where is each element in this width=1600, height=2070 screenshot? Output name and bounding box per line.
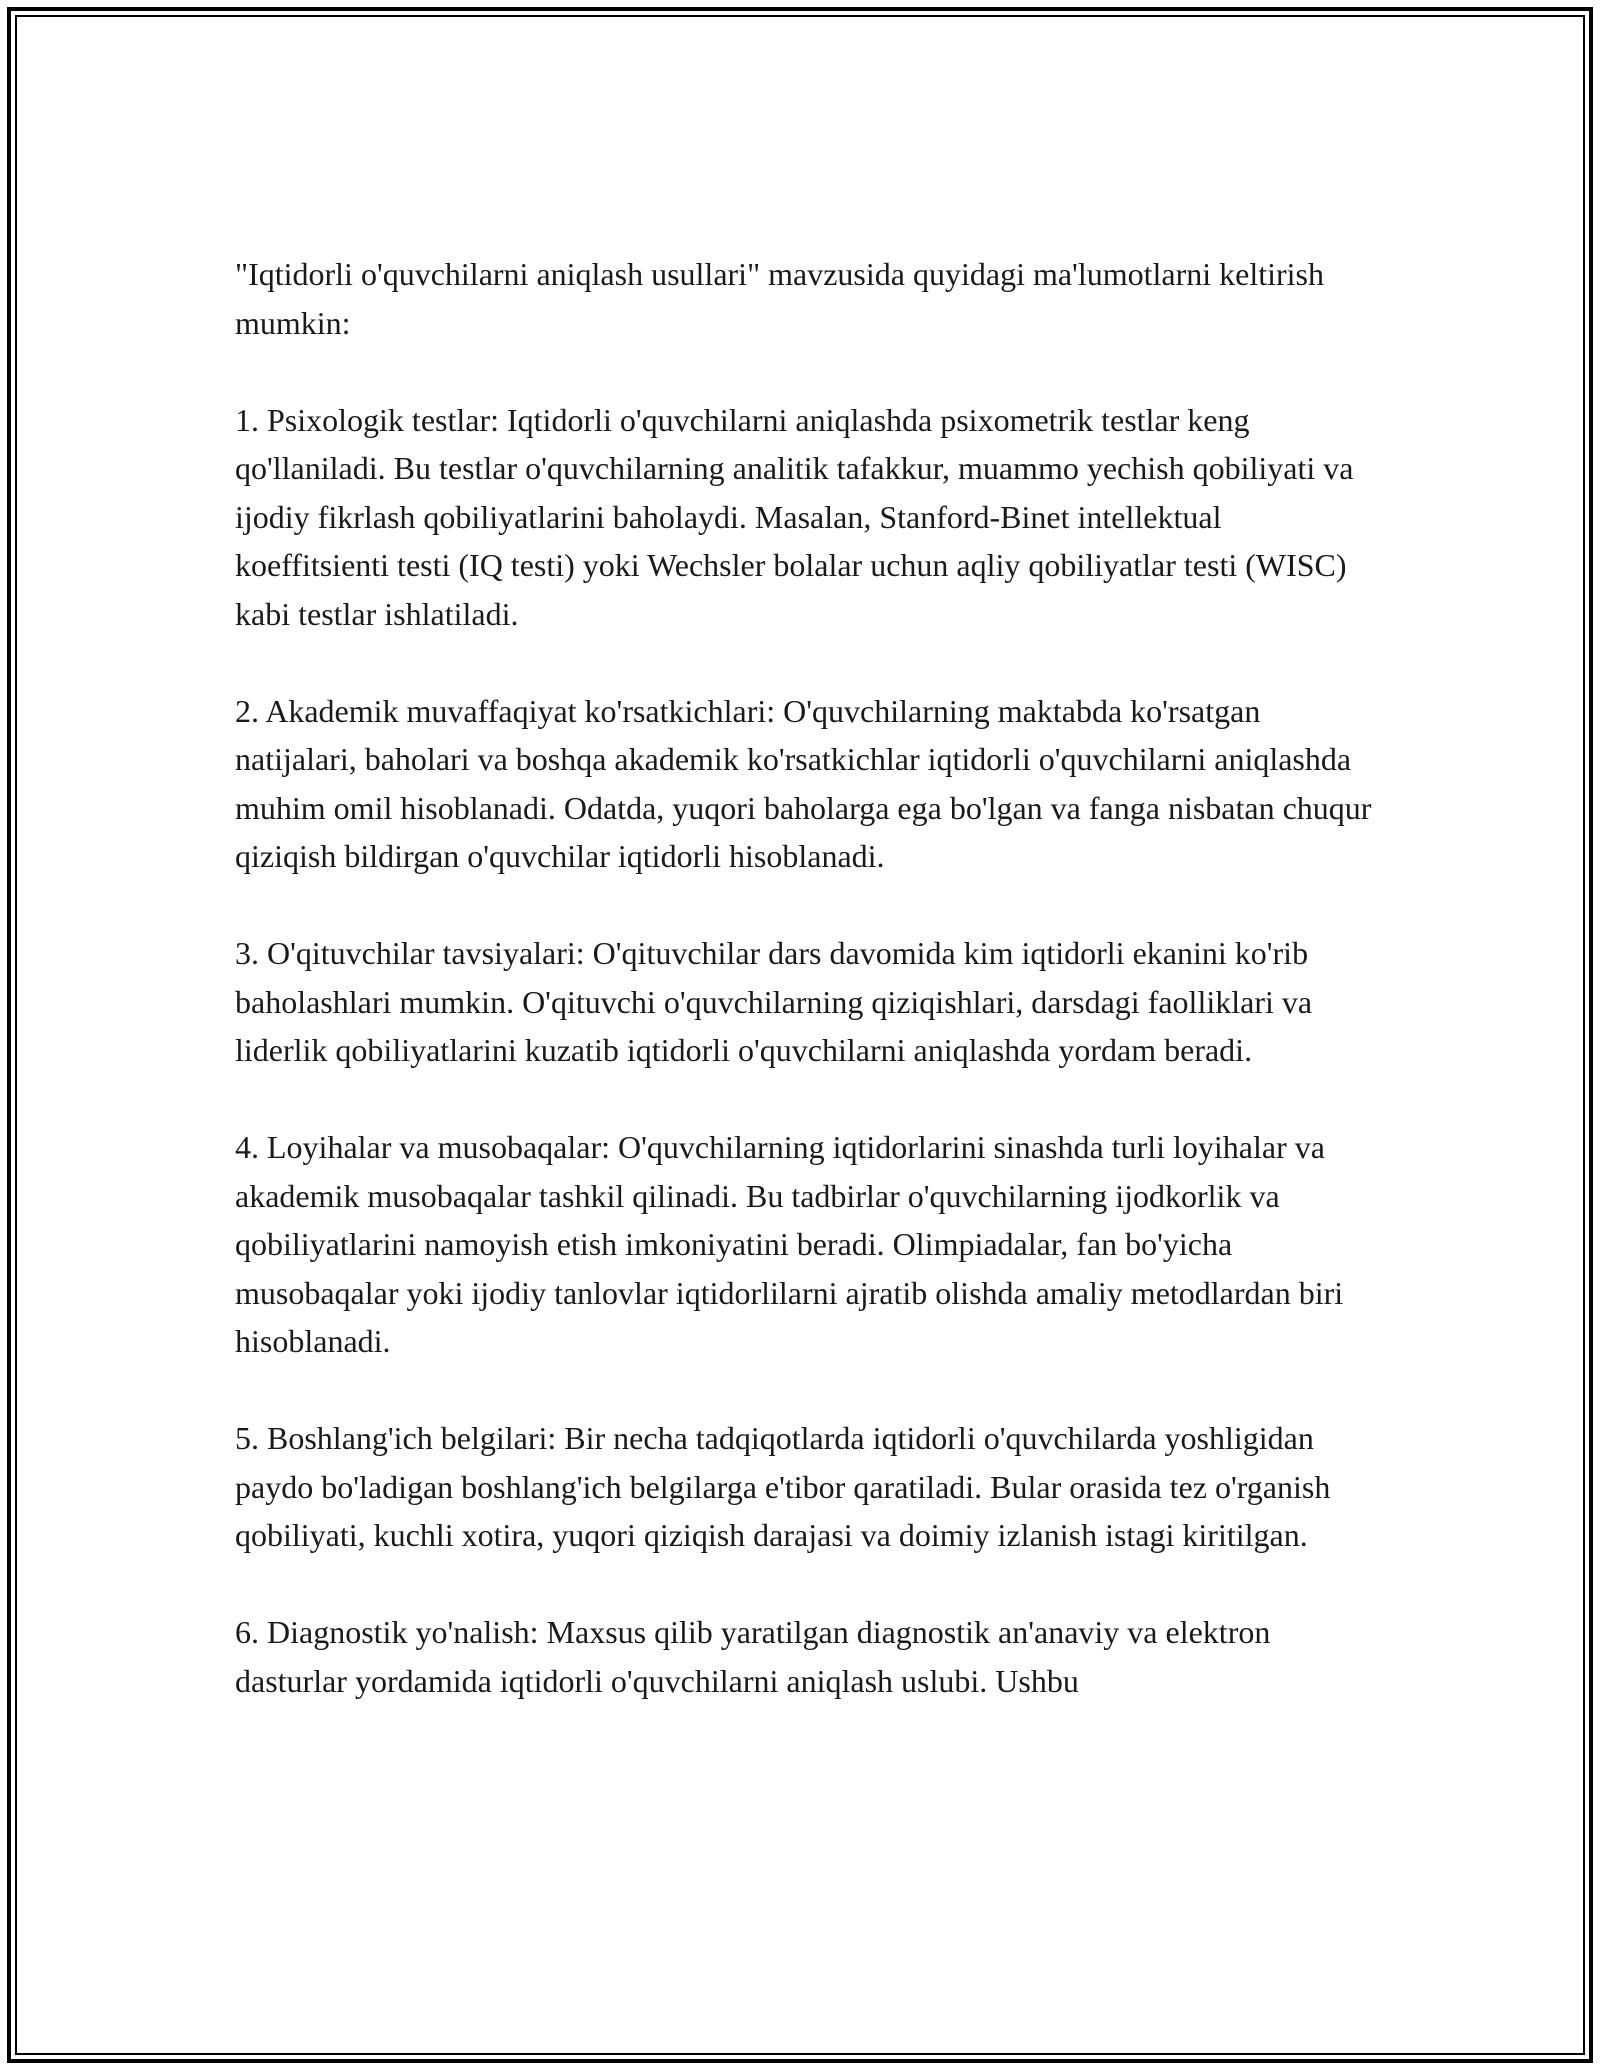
paragraph-boshlangich-belgilari: 5. Boshlang'ich belgilari: Bir necha tadqiqotlarda iqtidorli o'quvchilarda yoshligidan paydo bo'ladigan boshlang'ich belgilarga e'tibor qaratiladi. Bular orasida tez o'rganish qobiliyati, kuchli xotira, yuqori qiziqish darajasi va doimiy izlanish istagi kiritilgan.	[235, 1420, 1331, 1553]
document-body	[235, 250, 1375, 1754]
paragraph-psixologik-testlar: 1. Psixologik testlar: Iqtidorli o'quvchilarni aniqlashda psixometrik testlar keng qo'llaniladi. Bu testlar o'quvchilarning analitik tafakkur, muammo yechish qobiliyati va ijodiy fikrlash qobiliyatlarini baholaydi. Masalan, Stanford-Binet intellektual koeffitsienti testi (IQ testi) yoki Wechsler bolalar uchun aqliy qobiliyatlar testi (WISC) kabi testlar ishlatiladi.	[235, 401, 1354, 632]
paragraph-akademik-muvaffaqiyat: 2. Akademik muvaffaqiyat ko'rsatkichlari: O'quvchilarning maktabda ko'rsatgan natijalari, baholari va boshqa akademik ko'rsatkichlar iqtidorli o'quvchilarni aniqlashda muhim omil hisoblanadi. Odatda, yuqori baholarga ega bo'lgan va fanga nisbatan chuqur qiziqish bildirgan o'quvchilar iqtidorli hisoblanadi.	[235, 692, 1372, 874]
paragraph-loyihalar-musobaqalar: 4. Loyihalar va musobaqalar: O'quvchilarning iqtidorlarini sinashda turli loyihalar va akademik musobaqalar tashkil qilinadi. Bu tadbirlar o'quvchilarning ijodkorlik va qobiliyatlarini namoyish etish imkoniyatini beradi. Olimpiadalar, fan bo'yicha musobaqalar yoki ijodiy tanlovlar iqtidorlilarni ajratib olishda amaliy metodlardan biri hisoblanadi.	[235, 1129, 1344, 1359]
paragraph-oqituvchilar-tavsiyalari: 3. O'qituvchilar tavsiyalari: O'qituvchilar dars davomida kim iqtidorli ekanini ko'rib baholashlari mumkin. O'qituvchi o'quvchilarning qiziqishlari, darsdagi faolliklari va liderlik qobiliyatlarini kuzatib iqtidorli o'quvchilarni aniqlashda yordam beradi.	[235, 935, 1313, 1068]
paragraph-diagnostik-yonalish: 6. Diagnostik yo'nalish: Maxsus qilib yaratilgan diagnostik an'anaviy va elektron dasturlar yordamida iqtidorli o'quvchilarni aniqlash uslubi. Ushbu	[235, 1614, 1271, 1699]
intro-paragraph: "Iqtidorli o'quvchilarni aniqlash usullari" mavzusida quyidagi ma'lumotlarni keltirish mumkin:	[235, 256, 1324, 341]
